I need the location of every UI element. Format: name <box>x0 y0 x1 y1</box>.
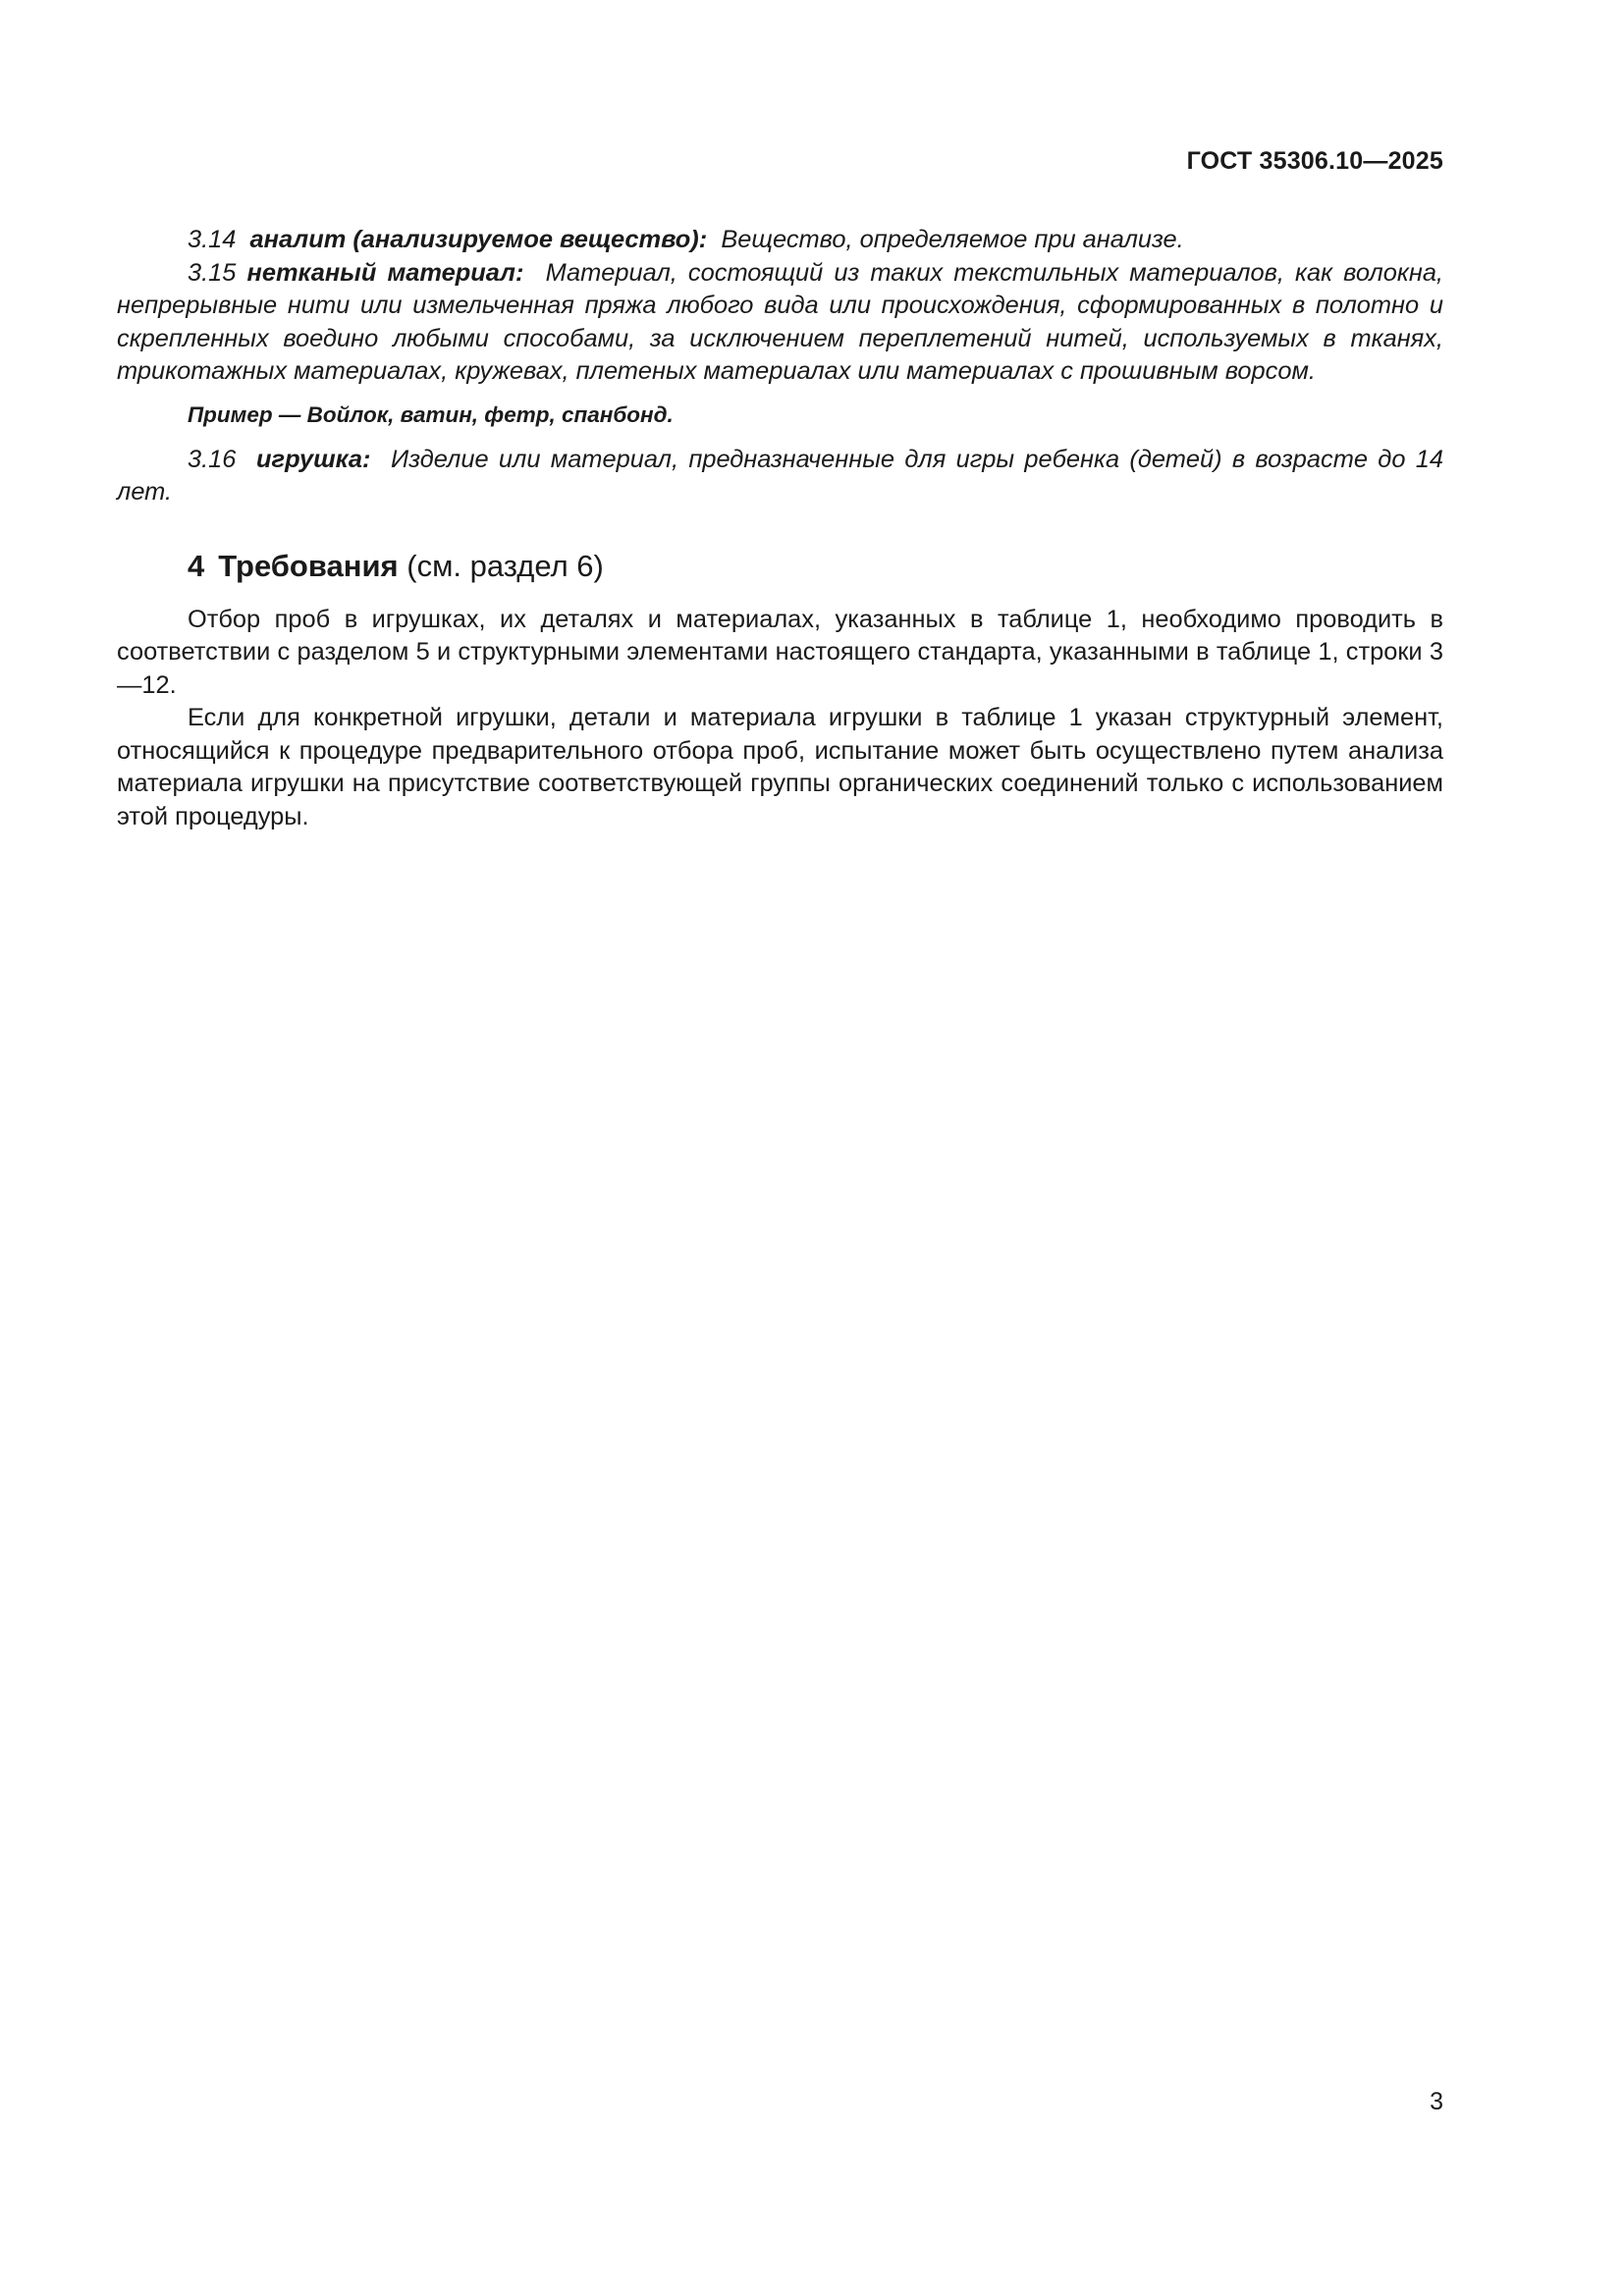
term-3-14 <box>117 224 1443 257</box>
term-name: аналит (анализируемое вещество): <box>249 226 708 253</box>
section-4-heading <box>117 547 1443 586</box>
page-content <box>117 224 1443 833</box>
document-code: ГОСТ 35306.10—2025 <box>1186 147 1443 175</box>
section-reference: (см. раздел 6) <box>406 548 604 583</box>
term-number: 3.14 <box>188 226 237 253</box>
section-4-paragraph: Отбор проб в игрушках, их деталях и материалах, указанных в таблице 1, необходимо проводить в соответствии с разделом 5 и структурными элементами настоящего стандарта, указанными в таблице 1, строки 3—12. <box>117 605 1443 699</box>
section-4-paragraph: Если для конкретной игрушки, детали и материала игрушки в таблице 1 указан структурный элемент, относящийся к процедуре предварительного отбора проб, испытание может быть осуществлено путем анализа материала игрушки на присутствие соответствующей группы органических соединений только с использованием этой процедуры. <box>117 704 1443 830</box>
section-title: Требования <box>218 548 399 583</box>
term-number: 3.15 <box>188 258 237 287</box>
term-definition: Вещество, определяемое при анализе. <box>721 226 1184 253</box>
example-note: Пример — Войлок, ватин, фетр, спанбонд. <box>188 401 674 427</box>
section-number: 4 <box>188 548 205 583</box>
term-3-16 <box>117 444 1443 509</box>
page-number: 3 <box>1430 2088 1443 2115</box>
term-3-15 <box>117 257 1443 389</box>
term-name: игрушка: <box>256 445 371 473</box>
term-name: нетканый материал: <box>246 258 524 287</box>
term-definition: Материал, состоящий из таких текстильных материалов, как волокна, непрерывные нити или измельченная пряжа любого вида или происхождения, сформированных в полотно и скрепленных воедино любыми способами, за исключением переплетений нитей, используемых в тканях, трикотажных материалах, кружевах, плетеных материалах или материалах с прошивным ворсом. <box>117 258 1443 385</box>
term-number: 3.16 <box>188 445 237 473</box>
term-definition: Изделие или материал, предназначенные для игры ребенка (детей) в возрасте до 14 лет. <box>117 445 1443 506</box>
